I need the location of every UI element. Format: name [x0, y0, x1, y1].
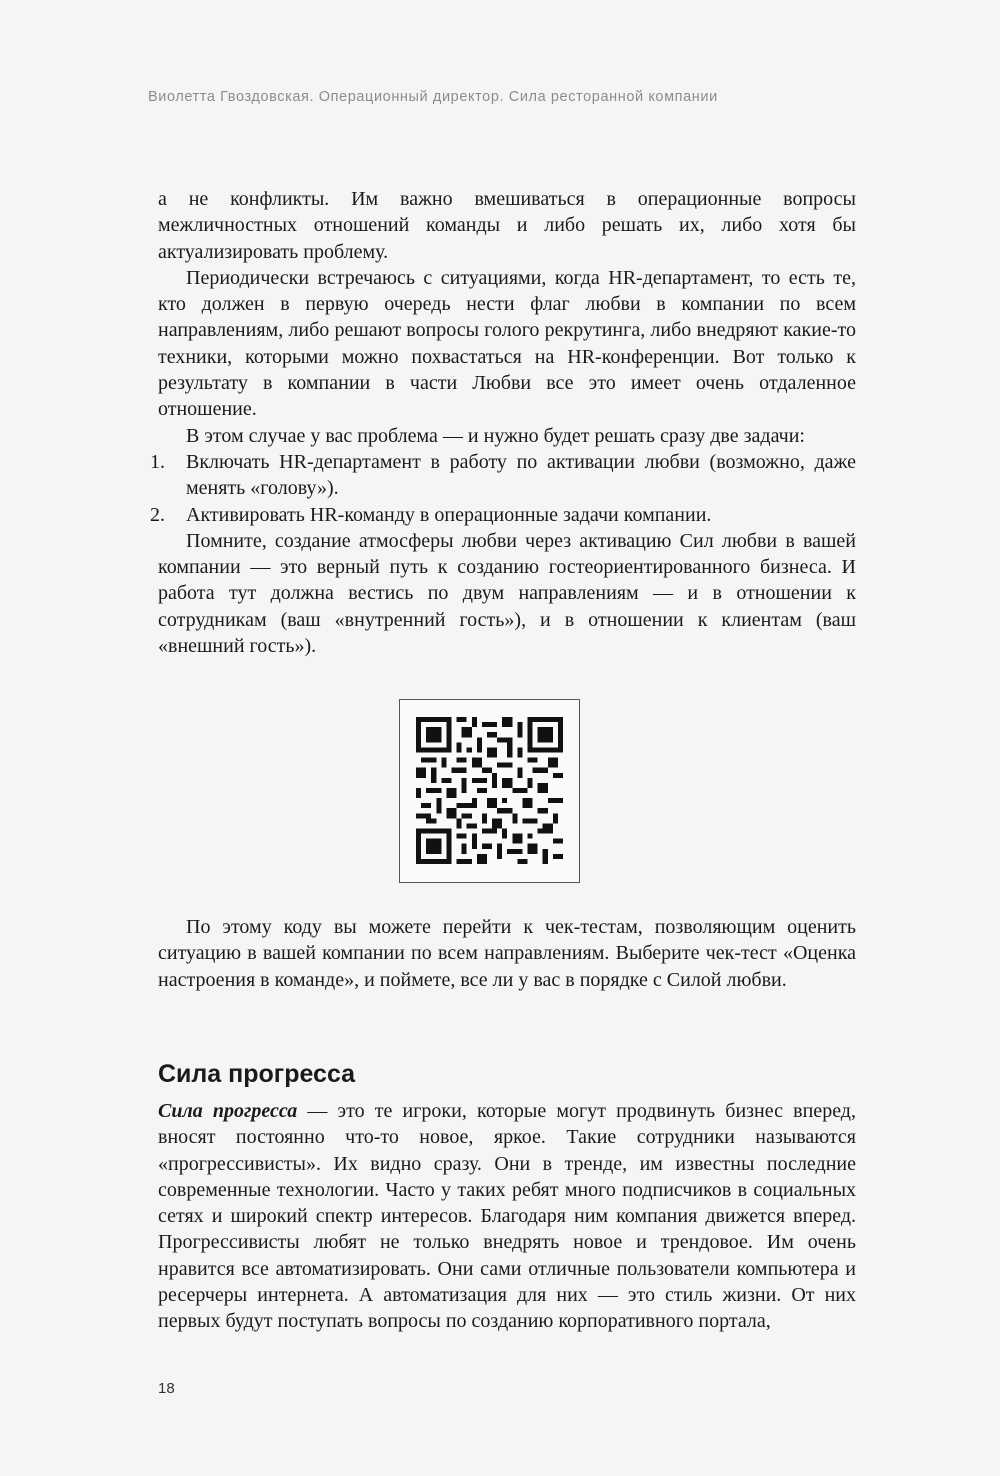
list-number: 2. — [150, 503, 165, 526]
list-item-text: Включать HR-департамент в работу по активации любви (возможно, даже менять «голову»). — [186, 450, 856, 500]
paragraph — [158, 1098, 856, 1335]
page-number: 18 — [158, 1380, 175, 1397]
qr-caption-block — [158, 914, 856, 993]
qr-code-frame — [399, 699, 580, 883]
paragraph: В этом случае у вас проблема — и нужно будет решать сразу две задачи: — [186, 424, 805, 447]
list-item — [150, 502, 856, 528]
lead-term: Сила прогресса — [158, 1100, 298, 1122]
body-text-top — [150, 186, 856, 659]
section-heading: Сила прогресса — [158, 1060, 356, 1088]
paragraph: Помните, создание атмосферы любви через активацию Сил любви в вашей компании — это верный путь к созданию гостеориентированного бизнеса. И работа тут должна вестись по двум направлениям — и в отношении к сотрудникам (ваш «внутренний гость»), и в отношении к клиентам (ваш «внешний гость»). — [158, 529, 856, 658]
qr-code-icon — [416, 717, 563, 864]
numbered-list — [150, 449, 856, 528]
list-number: 1. — [150, 450, 165, 473]
list-item-text: Активировать HR-команду в операционные задачи компании. — [186, 503, 712, 526]
list-item — [150, 449, 856, 502]
paragraph-text: — это те игроки, которые могут продвинуть бизнес вперед, вносят постоянно что-то новое, яркое. Такие сотрудники называются «прогрессивисты». Их видно сразу. Они в тренде, им известны последние современные технологии. Часто у таких ребят много подписчиков в социальных сетях и широкий спектр интересов. Благодаря ним компания движется вперед. Прогрессивисты любят не только внедрять новое и трендовое. Им очень нравится все автоматизировать. Они сами отличные пользователи компьютера и ресерчеры интернета. А автоматизация для них — это стиль жизни. От них первых будут поступать вопросы по созданию корпоративного портала, — [158, 1100, 856, 1333]
paragraph: а не конфликты. Им важно вмешиваться в операционные вопросы межличностных отношений команды и либо решать их, либо хотя бы актуализировать проблему. — [158, 188, 856, 263]
section-body — [158, 1098, 856, 1335]
running-head: Виолетта Гвоздовская. Операционный директор. Сила ресторанной компании — [148, 89, 718, 105]
qr-caption: По этому коду вы можете перейти к чек-тестам, позволяющим оценить ситуацию в вашей компании по всем направлениям. Выберите чек-тест «Оценка настроения в команде», и поймете, все ли у вас в порядке с Силой любви. — [158, 916, 856, 991]
paragraph: Периодически встречаюсь с ситуациями, когда HR-департамент, то есть те, кто должен в первую очередь нести флаг любви в компании по всем направлениям, либо решают вопросы голого рекрутинга, либо внедряют какие-то техники, которыми можно похвастаться на HR-конференции. Вот только к результату в компании в части Любви все это имеет очень отдаленное отношение. — [158, 266, 856, 421]
